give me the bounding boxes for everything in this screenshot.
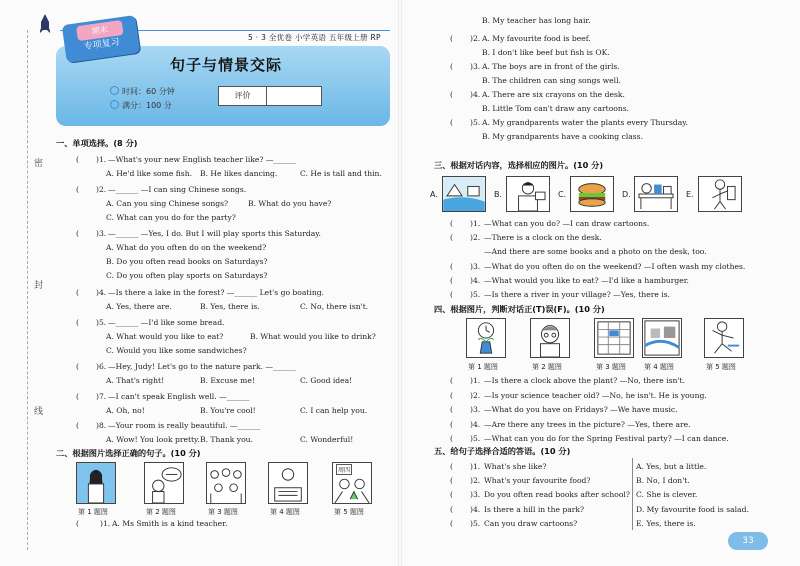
s3-picture-C bbox=[570, 176, 614, 212]
question-text: —What can you do? —I can draw cartoons. bbox=[484, 219, 650, 228]
s2-q1-num: )1. bbox=[100, 519, 111, 528]
answer-paren[interactable]: ( bbox=[450, 290, 453, 299]
question-number: )2. bbox=[470, 233, 481, 242]
picture-letter: A. bbox=[430, 190, 438, 199]
option-a[interactable]: A. Wow! You look pretty. bbox=[106, 435, 200, 444]
option-c[interactable]: C. He is tall and thin. bbox=[300, 169, 382, 178]
question-text: What's she like? bbox=[484, 462, 547, 471]
question-text: —Are there any trees in the picture? —Yes, there are. bbox=[484, 420, 691, 429]
question-number: )4. bbox=[96, 288, 107, 297]
option-c[interactable]: C. Good idea! bbox=[300, 376, 353, 385]
question-number: )2. bbox=[470, 34, 481, 43]
s2-q1-option-b[interactable]: B. My teacher has long hair. bbox=[482, 16, 591, 25]
answer-paren[interactable]: ( bbox=[450, 376, 453, 385]
option-a[interactable]: A. Oh, no! bbox=[106, 406, 145, 415]
option-a[interactable]: A. Can you sing Chinese songs? bbox=[106, 199, 229, 208]
question-number: )2. bbox=[470, 391, 481, 400]
question-text: —There is a clock on the desk. bbox=[484, 233, 602, 242]
section2-title: 二、根据图片选择正确的句子。(10 分) bbox=[56, 448, 201, 458]
option-b[interactable]: B. Little Tom can't draw any cartoons. bbox=[482, 104, 630, 113]
score-label: 满分：100 分 bbox=[122, 101, 172, 110]
clock-icon bbox=[110, 86, 119, 95]
option-b[interactable]: B. The children can sing songs well. bbox=[482, 76, 621, 85]
picture-caption: 第 3 题图 bbox=[596, 363, 626, 371]
section4-title: 四、根据图片，判断对话正(T)误(F)。(10 分) bbox=[434, 304, 605, 314]
picture-letter: D. bbox=[622, 190, 631, 199]
time-info bbox=[110, 86, 175, 97]
question-text: —What do you have on Fridays? —We have music. bbox=[484, 405, 678, 414]
option-b[interactable]: B. What would you like to drink? bbox=[250, 332, 376, 341]
answer-divider bbox=[632, 458, 633, 530]
binding-char: 密 bbox=[34, 159, 44, 169]
question-stem: —Is there a lake in the forest? —______ Let's go boating. bbox=[108, 288, 325, 297]
s2-picture-4 bbox=[268, 462, 308, 504]
check-icon bbox=[110, 100, 119, 109]
question-number: )1. bbox=[470, 219, 481, 228]
answer-option[interactable]: E. Yes, there is. bbox=[636, 519, 696, 528]
answer-paren[interactable]: ( bbox=[450, 219, 453, 228]
picture-caption: 第 4 题图 bbox=[644, 363, 674, 371]
question-text: —Is your science teacher old? —No, he isn't. He is young. bbox=[484, 391, 707, 400]
picture-caption: 第 2 题图 bbox=[532, 363, 562, 371]
question-number: )7. bbox=[96, 392, 107, 401]
question-number: )5. bbox=[96, 318, 107, 327]
s3-picture-B bbox=[506, 176, 550, 212]
s2-picture-1 bbox=[76, 462, 116, 504]
right-page bbox=[400, 0, 800, 566]
option-a[interactable]: A. What do you often do on the weekend? bbox=[106, 243, 267, 252]
answer-paren[interactable]: ( bbox=[76, 421, 79, 430]
answer-paren[interactable]: ( bbox=[450, 505, 453, 514]
answer-paren[interactable]: ( bbox=[76, 155, 79, 164]
option-a[interactable]: A. That's right! bbox=[106, 376, 165, 385]
answer-paren[interactable]: ( bbox=[76, 318, 79, 327]
option-c[interactable]: C. Would you like some sandwiches? bbox=[106, 346, 247, 355]
option-a[interactable]: A. Yes, there are. bbox=[106, 302, 172, 311]
option-b[interactable]: B. Do you often read books on Saturdays? bbox=[106, 257, 268, 266]
answer-paren[interactable]: ( bbox=[76, 362, 79, 371]
answer-paren[interactable]: ( bbox=[76, 392, 79, 401]
question-number: )3. bbox=[470, 405, 481, 414]
question-text: Can you draw cartoons? bbox=[484, 519, 578, 528]
option-a[interactable]: A. He'd like some fish. bbox=[106, 169, 193, 178]
answer-paren[interactable]: ( bbox=[76, 229, 79, 238]
section1-title: 一、单项选择。(8 分) bbox=[56, 138, 138, 148]
question-text: —And there are some books and a photo on the desk, too. bbox=[484, 247, 707, 256]
question-stem: —What's your new English teacher like? —______ bbox=[108, 155, 297, 164]
question-number: )1. bbox=[96, 155, 107, 164]
evaluation-field[interactable] bbox=[267, 87, 321, 105]
answer-option[interactable]: C. She is clever. bbox=[636, 490, 698, 499]
s2-picture-3 bbox=[206, 462, 246, 504]
answer-paren[interactable]: ( bbox=[450, 90, 453, 99]
answer-paren[interactable]: ( bbox=[450, 519, 453, 528]
answer-option[interactable]: B. No, I don't. bbox=[636, 476, 690, 485]
option-b[interactable]: B. You're cool! bbox=[200, 406, 256, 415]
question-text: —What do you often do on the weekend? —I often wash my clothes. bbox=[484, 262, 746, 271]
question-text: —What would you like to eat? —I'd like a hamburger. bbox=[484, 276, 689, 285]
picture-letter: B. bbox=[494, 190, 503, 199]
answer-paren[interactable]: ( bbox=[450, 434, 453, 443]
answer-paren[interactable]: ( bbox=[450, 34, 453, 43]
binding-line bbox=[14, 30, 28, 550]
s2-q1-option-a: A. Ms Smith is a kind teacher. bbox=[112, 519, 228, 528]
answer-paren[interactable]: ( bbox=[76, 288, 79, 297]
question-text: What's your favourite food? bbox=[484, 476, 591, 485]
s3-picture-D bbox=[634, 176, 678, 212]
time-label: 时间：60 分钟 bbox=[122, 87, 175, 96]
answer-paren[interactable]: ( bbox=[450, 233, 453, 242]
option-c[interactable]: C. What can you do for the party? bbox=[106, 213, 236, 222]
answer-paren[interactable]: ( bbox=[450, 420, 453, 429]
question-number: )4. bbox=[470, 90, 481, 99]
picture-caption: 第 5 题图 bbox=[706, 363, 736, 371]
question-number: )3. bbox=[96, 229, 107, 238]
question-number: )3. bbox=[470, 262, 481, 271]
question-stem: —I can't speak English well. —______ bbox=[108, 392, 250, 401]
answer-paren[interactable]: ( bbox=[450, 62, 453, 71]
question-number: )5. bbox=[470, 434, 481, 443]
option-c[interactable]: C. Do you often play sports on Saturdays? bbox=[106, 271, 268, 280]
binding-char: 线 bbox=[34, 407, 44, 417]
picture-caption: 第 2 题图 bbox=[146, 508, 176, 516]
question-number: )5. bbox=[470, 118, 481, 127]
option-b[interactable]: B. Thank you. bbox=[200, 435, 253, 444]
pic5-label: 周四 bbox=[336, 464, 352, 475]
option-a[interactable]: A. What would you like to eat? bbox=[106, 332, 224, 341]
option-a[interactable]: A. My favourite food is beef. bbox=[482, 34, 591, 43]
section5-title: 五、给句子选择合适的答语。(10 分) bbox=[434, 446, 571, 456]
s4-picture-3 bbox=[594, 318, 634, 358]
picture-caption: 第 5 题图 bbox=[334, 508, 364, 516]
picture-caption: 第 1 题图 bbox=[78, 508, 108, 516]
question-number: )1. bbox=[470, 376, 481, 385]
question-stem: —Your room is really beautiful. —______ bbox=[108, 421, 261, 430]
question-number: )4. bbox=[470, 505, 481, 514]
answer-paren[interactable]: ( bbox=[76, 185, 79, 194]
option-b[interactable]: B. Excuse me! bbox=[200, 376, 255, 385]
question-stem: —Hey, Judy! Let's go to the nature park. —______ bbox=[108, 362, 296, 371]
badge-line2: 专项复习 bbox=[83, 37, 121, 53]
picture-letter: C. bbox=[558, 190, 567, 199]
picture-caption: 第 4 题图 bbox=[270, 508, 300, 516]
picture-caption: 第 1 题图 bbox=[468, 363, 498, 371]
option-b[interactable]: B. He likes dancing. bbox=[200, 169, 278, 178]
s3-picture-A bbox=[442, 176, 486, 212]
question-stem: —______ —I'd like some bread. bbox=[108, 318, 225, 327]
question-number: )2. bbox=[96, 185, 107, 194]
option-c[interactable]: C. I can help you. bbox=[300, 406, 368, 415]
question-text: —Is there a river in your village? —Yes, there is. bbox=[484, 290, 671, 299]
question-text: —What can you do for the Spring Festival party? —I can dance. bbox=[484, 434, 729, 443]
question-number: )2. bbox=[470, 476, 481, 485]
book-series: 5 · 3 全优卷 小学英语 五年级上册 RP bbox=[248, 33, 381, 42]
question-text: —Is there a clock above the plant? —No, there isn't. bbox=[484, 376, 685, 385]
page-title: 句子与情景交际 bbox=[170, 56, 283, 74]
question-stem: —______ —I can sing Chinese songs. bbox=[108, 185, 247, 194]
question-number: )3. bbox=[470, 490, 481, 499]
question-number: )1. bbox=[470, 462, 481, 471]
option-c[interactable]: C. No, there isn't. bbox=[300, 302, 369, 311]
answer-paren[interactable]: ( bbox=[450, 118, 453, 127]
option-b[interactable]: B. Yes, there is. bbox=[200, 302, 260, 311]
question-number: )4. bbox=[470, 420, 481, 429]
question-stem: —______ —Yes, I do. But I will play sports this Saturday. bbox=[108, 229, 321, 238]
answer-paren[interactable]: ( bbox=[76, 519, 79, 528]
answer-paren[interactable]: ( bbox=[450, 490, 453, 499]
s4-picture-2 bbox=[530, 318, 570, 358]
option-b[interactable]: B. I don't like beef but fish is OK. bbox=[482, 48, 610, 57]
binding-char: 封 bbox=[34, 281, 44, 291]
option-a[interactable]: A. My grandparents water the plants every Thursday. bbox=[482, 118, 688, 127]
s4-picture-1 bbox=[466, 318, 506, 358]
option-a[interactable]: A. There are six crayons on the desk. bbox=[482, 90, 625, 99]
question-number: )5. bbox=[470, 290, 481, 299]
question-number: )3. bbox=[470, 62, 481, 71]
score-info bbox=[110, 100, 172, 111]
s4-picture-4 bbox=[642, 318, 682, 358]
question-text: Do you often read books after school? bbox=[484, 490, 630, 499]
s4-picture-5 bbox=[704, 318, 744, 358]
picture-caption: 第 3 题图 bbox=[208, 508, 238, 516]
question-number: )4. bbox=[470, 276, 481, 285]
answer-option[interactable]: A. Yes, but a little. bbox=[636, 462, 707, 471]
s3-picture-E bbox=[698, 176, 742, 212]
answer-paren[interactable]: ( bbox=[450, 476, 453, 485]
rocket-icon bbox=[40, 14, 50, 39]
answer-paren[interactable]: ( bbox=[450, 262, 453, 271]
page-number: 33 bbox=[728, 532, 768, 550]
answer-paren[interactable]: ( bbox=[450, 405, 453, 414]
option-a[interactable]: A. The boys are in front of the girls. bbox=[482, 62, 620, 71]
answer-option[interactable]: D. My favourite food is salad. bbox=[636, 505, 749, 514]
s2-picture-2 bbox=[144, 462, 184, 504]
option-c[interactable]: C. Wonderful! bbox=[300, 435, 354, 444]
question-number: )6. bbox=[96, 362, 107, 371]
question-text: Is there a hill in the park? bbox=[484, 505, 585, 514]
picture-letter: E. bbox=[686, 190, 694, 199]
question-number: )8. bbox=[96, 421, 107, 430]
evaluation-box bbox=[218, 86, 322, 106]
answer-paren[interactable]: ( bbox=[450, 391, 453, 400]
answer-paren[interactable]: ( bbox=[450, 462, 453, 471]
answer-paren[interactable]: ( bbox=[450, 276, 453, 285]
option-b[interactable]: B. What do you have? bbox=[248, 199, 332, 208]
option-b[interactable]: B. My grandparents have a cooking class. bbox=[482, 132, 643, 141]
badge-line1: 期末 bbox=[76, 20, 124, 41]
evaluation-label: 评价 bbox=[219, 87, 267, 105]
question-number: )5. bbox=[470, 519, 481, 528]
section3-title: 三、根据对话内容，选择相应的图片。(10 分) bbox=[434, 160, 604, 170]
